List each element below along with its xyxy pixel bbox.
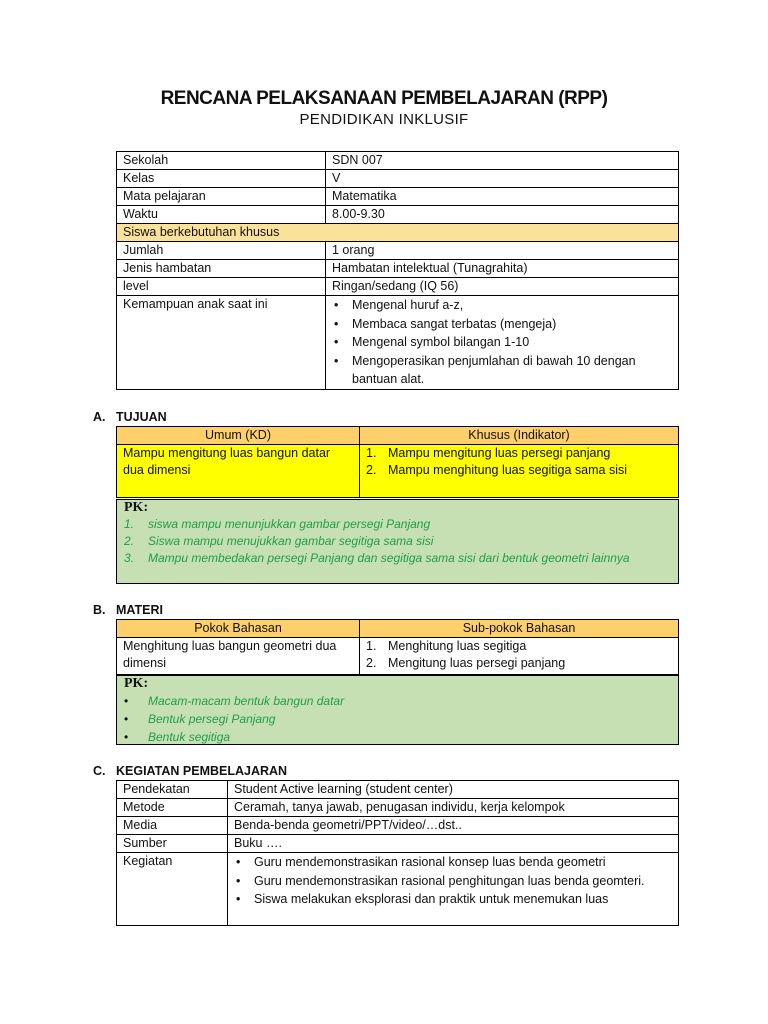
khusus-header: Khusus (Indikator) — [360, 427, 679, 445]
mapel-label: Mata pelajaran — [117, 188, 326, 206]
section-title: MATERI — [116, 603, 163, 617]
section-letter: B. — [93, 603, 106, 617]
list-item: • Guru mendemonstrasikan rasional konsep luas benda geometri — [250, 853, 672, 872]
siswa-abk-section: Siswa berkebutuhan khusus — [117, 224, 679, 242]
mapel-value: Matematika — [326, 188, 679, 206]
pendekatan-label: Pendekatan — [117, 781, 228, 799]
hambatan-value: Hambatan intelektual (Tunagrahita) — [326, 260, 679, 278]
list-item: • Mengenal huruf a-z, — [348, 296, 672, 315]
waktu-value: 8.00-9.30 — [326, 206, 679, 224]
list-item: • Mengoperasikan penjumlahan di bawah 10 dengan bantuan alat. — [348, 352, 672, 389]
list-item: • Bentuk segitiga — [124, 730, 231, 744]
pk-title: PK: — [124, 500, 149, 515]
list-item: • Siswa melakukan eksplorasi dan praktik untuk menemukan luas — [250, 890, 672, 909]
kemampuan-label: Kemampuan anak saat ini — [117, 296, 326, 390]
umum-header: Umum (KD) — [117, 427, 360, 445]
sub-pokok-cell — [360, 638, 679, 675]
sumber-value: Buku …. — [228, 835, 679, 853]
media-label: Media — [117, 817, 228, 835]
umum-kd-cell: Mampu mengitung luas bangun datar dua dimensi — [117, 445, 360, 498]
section-title: TUJUAN — [116, 410, 167, 424]
list-item: 1. siswa mampu menunjukkan gambar persegi Panjang — [124, 517, 431, 531]
jumlah-label: Jumlah — [117, 242, 326, 260]
section-title: KEGIATAN PEMBELAJARAN — [116, 764, 288, 778]
media-value: Benda-benda geometri/PPT/video/…dst.. — [228, 817, 679, 835]
metode-value: Ceramah, tanya jawab, penugasan individu, kerja kelompok — [228, 799, 679, 817]
pokok-cell: Menghitung luas bangun geometri dua dimensi — [117, 638, 360, 675]
pokok-header: Pokok Bahasan — [117, 620, 360, 638]
section-kegiatan-heading — [93, 764, 287, 778]
list-item: • Macam-macam bentuk bangun datar — [124, 694, 345, 708]
hambatan-label: Jenis hambatan — [117, 260, 326, 278]
list-item: 2. Siswa mampu menujukkan gambar segitiga sama sisi — [124, 534, 434, 548]
list-item: • Membaca sangat terbatas (mengeja) — [348, 315, 672, 334]
section-letter: C. — [93, 764, 106, 778]
list-item: • Guru mendemonstrasikan rasional penghitungan luas benda geomteri. — [250, 872, 672, 891]
list-item: 1. Mampu mengitung luas persegi panjang — [366, 446, 611, 460]
list-item: 3. Mampu membedakan persegi Panjang dan segitiga sama sisi dari bentuk geometri lainnya — [124, 551, 630, 565]
level-value: Ringan/sedang (IQ 56) — [326, 278, 679, 296]
kegiatan-table — [116, 780, 679, 926]
waktu-label: Waktu — [117, 206, 326, 224]
section-materi-heading — [93, 603, 163, 617]
kelas-label: Kelas — [117, 170, 326, 188]
kelas-value: V — [326, 170, 679, 188]
tujuan-pk-box — [116, 499, 679, 584]
level-label: level — [117, 278, 326, 296]
sub-pokok-header: Sub-pokok Bahasan — [360, 620, 679, 638]
sumber-label: Sumber — [117, 835, 228, 853]
document-title: RENCANA PELAKSANAAN PEMBELAJARAN (RPP) — [160, 88, 608, 109]
kemampuan-value — [326, 296, 679, 390]
list-item: 2. Mampu menghitung luas segitiga sama sisi — [366, 463, 628, 477]
section-letter: A. — [93, 410, 106, 424]
pk-title: PK: — [124, 676, 149, 691]
materi-table — [116, 619, 679, 675]
list-item: • Bentuk persegi Panjang — [124, 712, 276, 726]
sekolah-label: Sekolah — [117, 152, 326, 170]
sekolah-value: SDN 007 — [326, 152, 679, 170]
kegiatan-label: Kegiatan — [117, 853, 228, 926]
info-table — [116, 151, 679, 390]
list-item: 2. Mengitung luas persegi panjang — [366, 656, 566, 670]
tujuan-table — [116, 426, 679, 498]
jumlah-value: 1 orang — [326, 242, 679, 260]
document-subtitle: PENDIDIKAN INKLUSIF — [299, 111, 469, 128]
metode-label: Metode — [117, 799, 228, 817]
list-item: 1. Menghitung luas segitiga — [366, 639, 527, 653]
materi-pk-box — [116, 675, 679, 745]
khusus-cell — [360, 445, 679, 498]
pendekatan-value: Student Active learning (student center) — [228, 781, 679, 799]
list-item: • Mengenal symbol bilangan 1-10 — [348, 333, 672, 352]
kegiatan-value — [228, 853, 679, 926]
section-tujuan-heading — [93, 410, 167, 424]
